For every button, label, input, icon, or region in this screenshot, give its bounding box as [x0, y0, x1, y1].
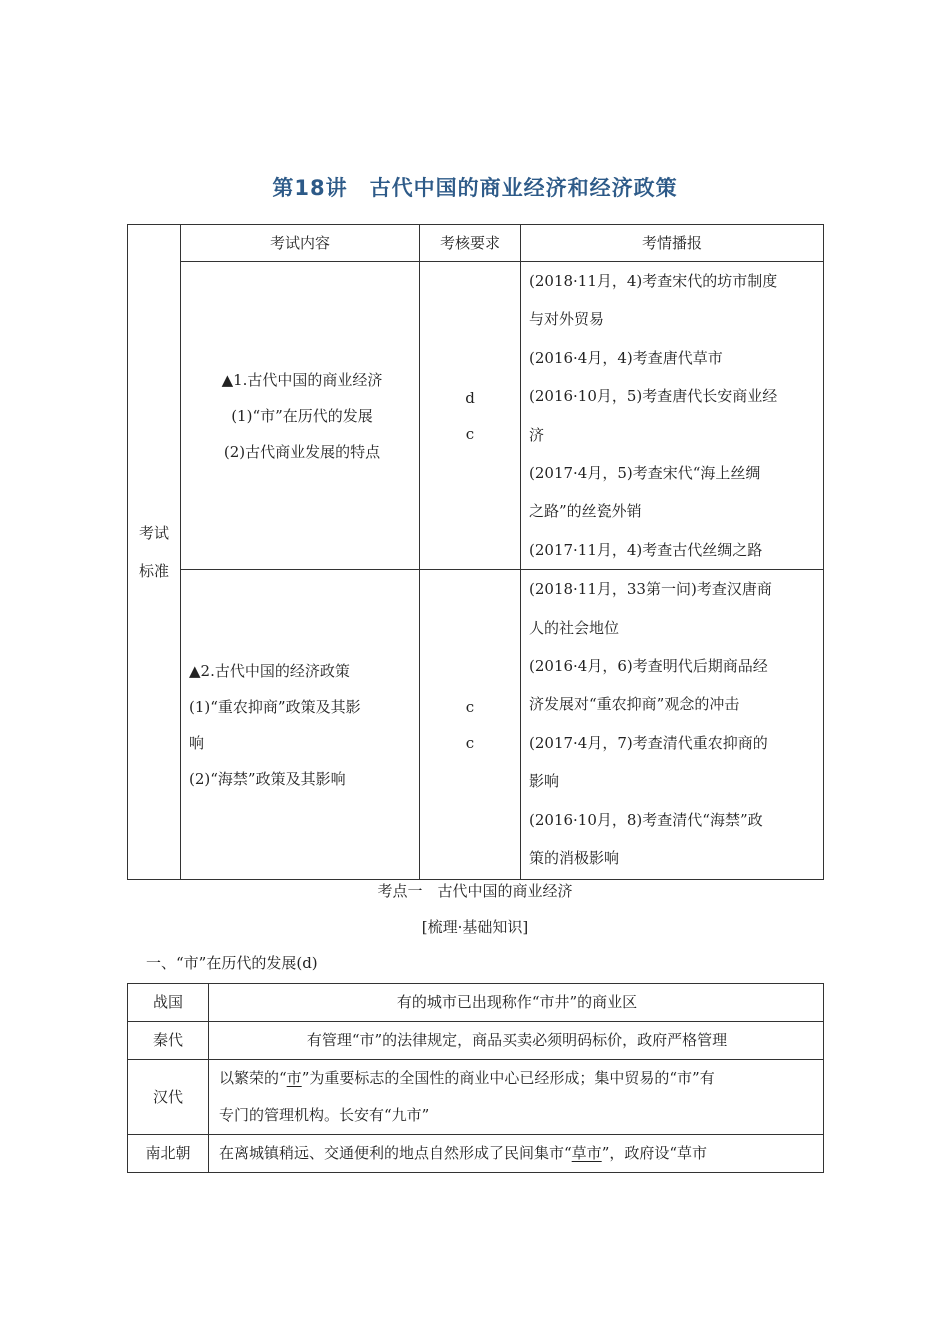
- news-line: 影响: [529, 772, 560, 791]
- news-line: 人的社会地位: [529, 618, 620, 637]
- news-line: 之路”的丝瓷外销: [529, 502, 642, 521]
- content-line: (2)古代商业发展的特点: [223, 442, 381, 461]
- point-heading: 考点一 古代中国的商业经济: [377, 882, 573, 900]
- era-cell: 秦代: [128, 1022, 209, 1060]
- news-line: 策的消极影响: [529, 849, 620, 868]
- market-development-table: [127, 983, 824, 1173]
- description-text: 以繁荣的“: [219, 1069, 287, 1087]
- content-line: (1)“重农抑商”政策及其影: [189, 697, 361, 716]
- section-heading: 一、“市”在历代的发展(d): [146, 954, 318, 972]
- description-text: ”为重要标志的全国性的商业中心已经形成；集中贸易的“市”有: [301, 1069, 715, 1087]
- description-cell: [209, 1060, 824, 1135]
- underlined-term: 草市: [571, 1144, 602, 1162]
- sub-heading: [梳理·基础知识]: [421, 918, 529, 936]
- description-cell: 有管理“市”的法律规定，商品买卖必须明码标价，政府严格管理: [209, 1022, 824, 1060]
- era-cell: 南北朝: [128, 1135, 209, 1173]
- news-cell: [521, 262, 824, 570]
- exam-standards-table: [127, 224, 824, 880]
- table-row: [128, 1060, 824, 1135]
- requirement-level: c: [465, 424, 475, 443]
- requirement-cell: [420, 262, 521, 570]
- table-row: [128, 1135, 824, 1173]
- description-text: ”，政府设“草市: [601, 1144, 708, 1162]
- news-line: (2016·4月，4)考查唐代草市: [529, 348, 723, 367]
- content-line: 响: [189, 733, 205, 752]
- side-label-line: 标准: [138, 562, 169, 581]
- description-cell: [209, 1135, 824, 1173]
- description-text: 专门的管理机构。长安有“九市”: [219, 1106, 430, 1124]
- description-text: 在离城镇稍远、交通便利的地点自然形成了民间集市“: [219, 1144, 572, 1162]
- requirement-cell: [420, 570, 521, 880]
- requirement-level: d: [465, 388, 475, 407]
- requirement-level: c: [465, 733, 475, 752]
- news-line: (2016·4月，6)考查明代后期商品经: [529, 657, 768, 676]
- content-cell: [181, 262, 420, 570]
- news-line: (2016·10月，8)考查清代“海禁”政: [529, 810, 763, 829]
- content-cell: [181, 570, 420, 880]
- side-label-line: 考试: [138, 524, 169, 543]
- era-cell: 汉代: [128, 1060, 209, 1135]
- news-line: 与对外贸易: [529, 310, 605, 329]
- content-line: ▲2.古代中国的经济政策: [189, 661, 350, 680]
- news-line: 济发展对“重农抑商”观念的冲击: [529, 695, 740, 714]
- news-line: (2018·11月，33第一问)考查汉唐商: [529, 580, 772, 599]
- news-line: 济: [529, 425, 545, 444]
- news-line: (2017·4月，5)考查宋代“海上丝绸: [529, 464, 761, 483]
- content-line: (1)“市”在历代的发展: [231, 406, 373, 425]
- news-cell: [521, 570, 824, 880]
- header-content: 考试内容: [181, 225, 420, 262]
- description-cell: 有的城市已出现称作“市井”的商业区: [209, 984, 824, 1022]
- table-row: [128, 1022, 824, 1060]
- news-line: (2017·4月，7)考查清代重农抑商的: [529, 733, 768, 752]
- underlined-term: 市: [286, 1069, 302, 1087]
- era-cell: 战国: [128, 984, 209, 1022]
- content-line: ▲1.古代中国的商业经济: [221, 370, 383, 389]
- table-row: [128, 984, 824, 1022]
- side-label: [128, 225, 181, 880]
- page-title: 第18讲 古代中国的商业经济和经济政策: [272, 176, 678, 200]
- header-news: 考情播报: [521, 225, 824, 262]
- header-requirement: 考核要求: [420, 225, 521, 262]
- news-line: (2017·11月，4)考查古代丝绸之路: [529, 540, 763, 559]
- news-line: (2016·10月，5)考查唐代长安商业经: [529, 387, 778, 406]
- news-line: (2018·11月，4)考查宋代的坊市制度: [529, 272, 778, 290]
- content-line: (2)“海禁”政策及其影响: [189, 769, 346, 788]
- requirement-level: c: [465, 697, 475, 716]
